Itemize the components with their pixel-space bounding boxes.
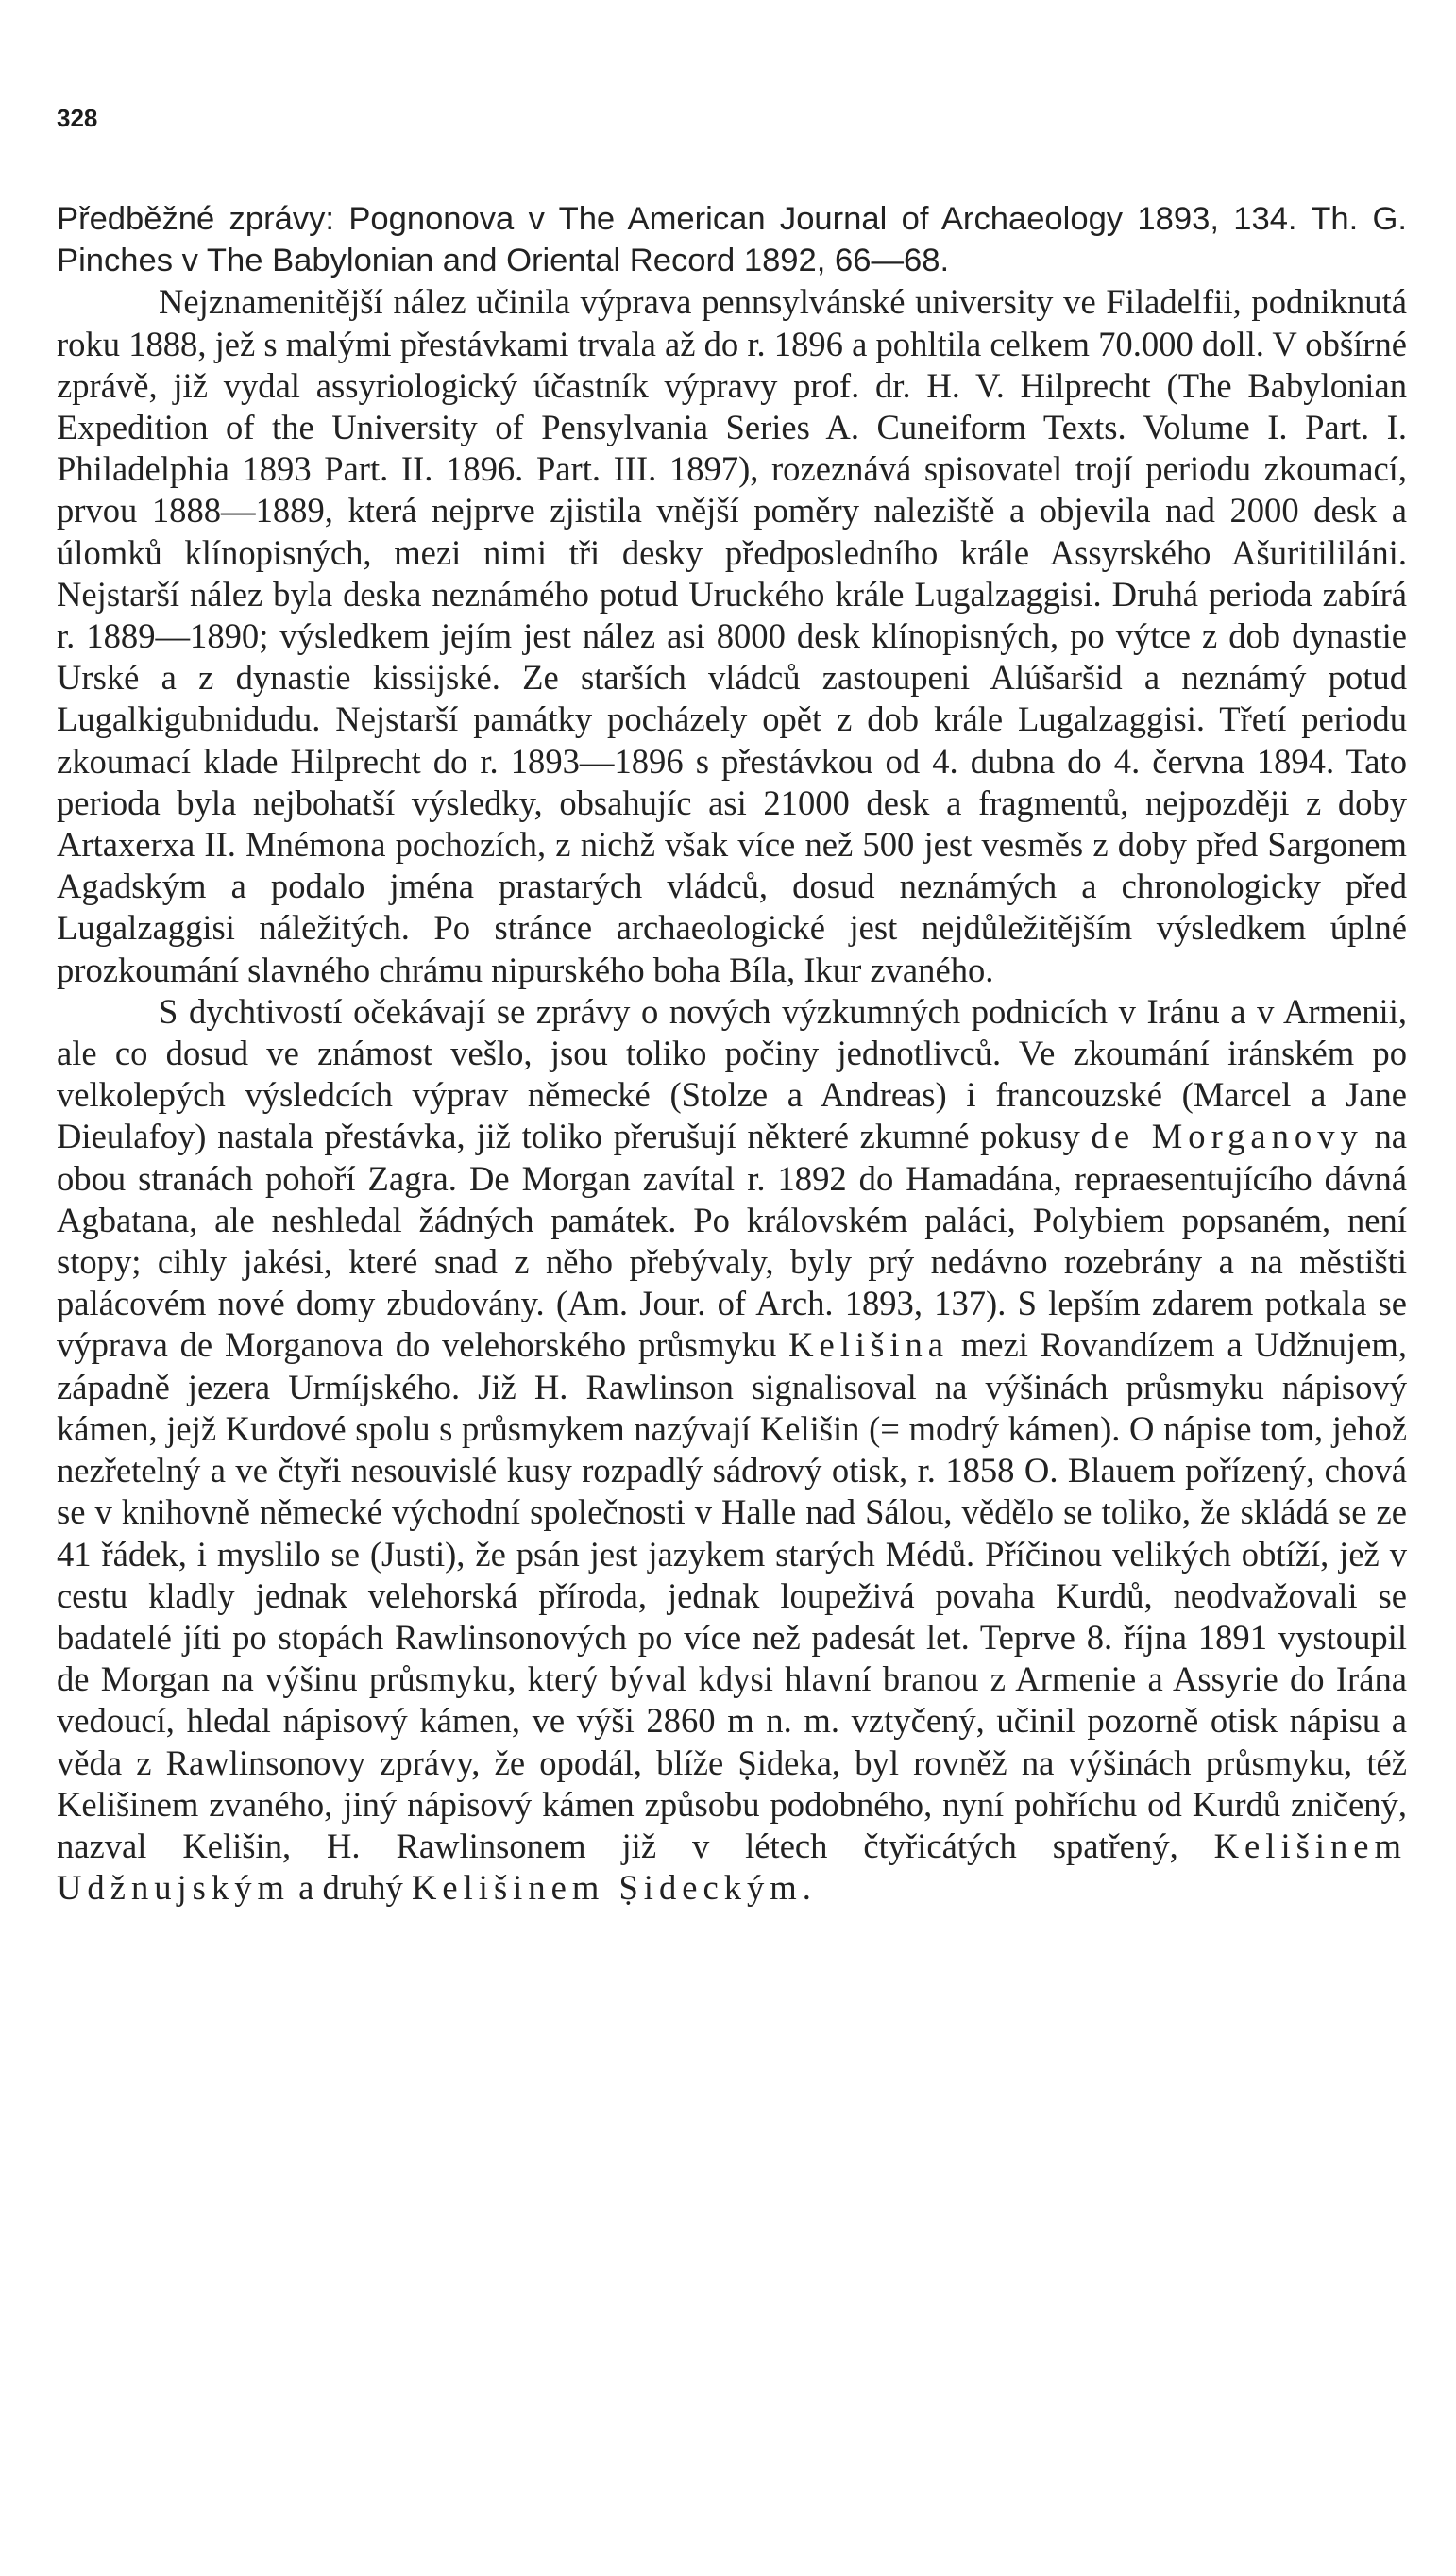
body-text (57, 198, 1407, 1909)
text-segment: a druhý (289, 1868, 412, 1908)
paragraph-preliminary-reports: Předběžné zprávy: Pognonova v The American Journal of Archaeology 1893, 134. Th. G. Pinches v The Babylonian and Oriental Record 1892, 66—68. (57, 201, 1407, 279)
spaced-term-de-morganovy: de Morganovy (1091, 1117, 1363, 1156)
page-number: 328 (57, 104, 98, 132)
spaced-term-kelisinem-udznujskym: Kelišinem Udžnujským (57, 1826, 1407, 1908)
text-segment: S dychtivostí očekávají se zprávy o nových výzkumných podnicích v Iránu a v Armenii, ale co dosud ve známost vešlo, jsou toliko počiny jednotlivců. Ve zkoumání iránském po velkolepých výsledcích výprav německé (Stolze a Andreas) i francouzské (Marcel a Jane Dieulafoy) nastala přestávka, již toliko přerušují některé zkumné pokusy (57, 991, 1407, 1156)
text-segment: . (802, 1868, 811, 1908)
paragraph-iran-armenia (57, 991, 1407, 1909)
spaced-term-kelisinem-sideckym: Kelišinem Ṣideckým (411, 1868, 803, 1908)
text-segment: mezi Rovandízem a Udžnujem, západně jezera Urmíjského. Již H. Rawlinson signalisoval na výšinách průsmyku nápisový kámen, jejž Kurdové spolu s průsmykem nazývají Kelišin (= modrý kámen). O nápise tom, jehož nezřetelný a ve čtyři nesouvislé kusy rozpadlý sádrový otisk, r. 1858 O. Blauem pořízený, chová se v knihovně německé východní společnosti v Halle nad Sálou, vědělo se toliko, že skládá se ze 41 řádek, i myslilo se (Justi), že psán jest jazykem starých Médů. Příčinou velikých obtíží, jež v cestu kladly jednak velehorská příroda, jednak loupeživá povaha Kurdů, neodvažovali se badatelé jíti po stopách Rawlinsonových po více než padesát let. Teprve 8. října 1891 vystoupil de Morgan na výšinu průsmyku, který býval kdysi hlavní branou z Armenie a Assyrie do Irána vedoucí, hledal nápisový kámen, ve výši 2860 m n. m. vztyčený, učinil pozorně otisk nápisu a věda z Rawlinsonovy zprávy, že opodál, blíže Ṣideka, byl rovněž na výšinách průsmyku, též Kelišinem zvaného, jiný nápisový kámen způsobu podobného, nyní pohříchu od Kurdů zničený, nazval Kelišin, H. Rawlinsonem již v létech čtyřicátých spatřený, (57, 1325, 1407, 1865)
text-segment: na obou stranách pohoří Zagra. De Morgan zavítal r. 1892 do Hamadána, repraesentujícího dávná Agbatana, ale neshledal žádných památek. Po královském paláci, Polybiem popsaném, není stopy; cihly jakési, které snad z něho přebývaly, byly prý nedávno rozebrány a na městišti palácovém nové domy zbudovány. (Am. Jour. of Arch. 1893, 137). S lepším zdarem potkala se výprava de Morganova do velehorského průsmyku (57, 1117, 1407, 1365)
spaced-term-kelisina: Kelišina (788, 1325, 950, 1365)
paragraph-pennsylvania-expedition: Nejznamenitější nález učinila výprava pennsylvánské university ve Filadelfii, podniknutá roku 1888, jež s malými přestávkami trvala až do r. 1896 a pohltila celkem 70.000 doll. V obšírné zprávě, již vydal assyriologický účastník výpravy prof. dr. H. V. Hilprecht (The Babylonian Expedition of the University of Pensylvania Series A. Cuneiform Texts. Volume I. Part. I. Philadelphia 1893 Part. II. 1896. Part. III. 1897), rozeznává spisovatel trojí periodu zkoumací, prvou 1888—1889, která nejprve zjistila vnější poměry naleziště a objevila nad 2000 desk a úlomků klínopisných, mezi nimi tři desky předposledního krále Assyrského Ašuritililáni. Nejstarší nález byla deska neznámého potud Uruckého krále Lugalzaggisi. Druhá perioda zabírá r. 1889—1890; výsledkem jejím jest nález asi 8000 desk klínopisných, po výtce z dob dynastie Urské a z dynastie kissijské. Ze starších vládců zastoupeni Alúšaršid a neznámý potud Lugalkigubnidudu. Nejstarší památky pocházely opět z dob krále Lugalzaggisi. Třetí periodu zkoumací klade Hilprecht do r. 1893—1896 s přestávkou od 4. dubna do 4. června 1894. Tato perioda byla nejbohatší výsledky, obsahujíc asi 21000 desk a fragmentů, nejpozději z doby Artaxerxa II. Mnémona pochozích, z nichž však více než 500 jest vesměs z doby před Sargonem Agadským a podalo jména prastarých vládců, dosud neznámých a chronologicky před Lugalzaggisi náležitých. Po stránce archaeologické jest nejdůležitějším výsledkem úplné prozkoumání slavného chrámu nipurského boha Bíla, Ikur zvaného. (57, 282, 1407, 989)
